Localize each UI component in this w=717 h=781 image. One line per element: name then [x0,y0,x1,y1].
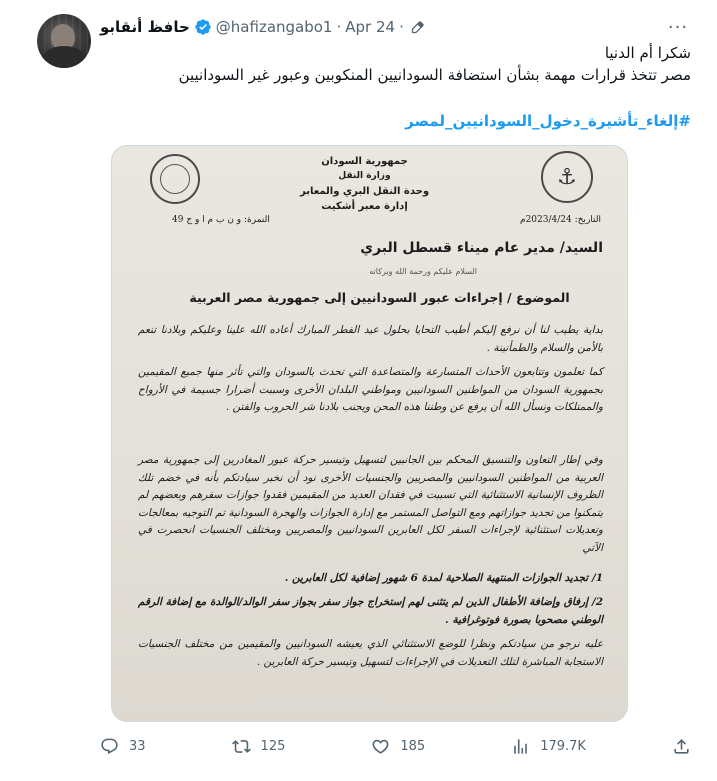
tweet-actions-bar [100,734,691,758]
views-count: 179.7K [540,738,586,754]
separator-dot: · [336,18,342,36]
author-handle[interactable]: @hafizangabo1 [215,18,333,36]
document-list-item: 1/ تجديد الجوازات المنتهية الصلاحية لمدة 6 شهور إضافية لكل العابرين . [284,572,603,584]
document-list-item: 2/ إرفاق وإضافة الأطفال الذين لم يتثنى لهم إستخراج جواز سفر بجواز سفر الوالد/الوالدة مع إضافة الرقم الوطني مصحوبا بصورة فوتوغرافية . [138,596,603,626]
heart-icon [371,737,390,756]
retweet-button[interactable] [232,737,286,756]
reply-icon [100,737,119,756]
document-addressee: السيد/ مدير عام ميناء قسطل البري [360,240,603,256]
document-greeting: السلام عليكم ورحمة الله وبركاته [369,267,477,276]
more-options-icon[interactable]: ··· [667,16,689,38]
document-date: التاريخ: 2023/4/24م [520,215,601,225]
share-icon [672,737,691,756]
letterhead-line: وحدة النقل البري والمعابر [299,186,430,197]
retweet-count: 125 [260,738,286,754]
retweet-icon [232,737,251,756]
letterhead-line: جمهورية السودان [321,156,408,167]
ministry-seal-logo [150,154,200,204]
like-count: 185 [400,738,426,754]
like-button[interactable] [371,737,425,756]
hashtag-link[interactable]: #إلغاء_تأشيرة_دخول_السودانيين_لمصر [405,112,691,130]
separator-dot-2: · [399,18,404,36]
avatar[interactable] [37,14,91,68]
author-name[interactable]: حافظ أنقابو [100,18,190,36]
reply-count: 33 [129,738,146,754]
document-paragraph: عليه نرجو من سيادتكم ونظرا للوضع الاستثنائي الذي يعيشه السودانيين والمقيمين من مختلف الجنسيات الاستجابة المباشرة لتلك التعديلات في الإجراءات لتسهيل وتيسير حركة العابرين . [138,638,603,668]
document-subject: الموضوع / إجراءات عبور السودانيين إلى جمهورية مصر العربية [189,290,570,305]
tweet-text-line1: شكرا أم الدنيا [604,44,691,62]
document-paragraph: وفي إطار التعاون والتنسيق المحكم بين الجانبين لتسهيل وتيسير حركة عبور المغادرين إلى جمهورية مصر العربية من المواطنين السودانيين والمصريين والجنسيات الأخرى نود أن نخبر سيادتكم بأنه في خضم تلك الظروف الإنسانية الاستثنائية التي تسببت في فقدان العديد من المقيمين فقدوا جوازات سفرهم وبعضهم لم يتمكنوا من تجديد جوازاتهم ومع التواصل المستمر مع إدارة الجوازات والهجرة السودانية تم التوجيه بمعالجات وتعديلات استثنائية لإجراءات السفر لكل العابرين السودانيين والمصريين ومختلف الجنسيات انحصرت في الآتي [138,454,603,554]
letterhead-line: وزارة النقل [338,171,391,181]
letterhead-line: إدارة معبر أشكيت [321,201,408,212]
views-chart-icon [511,737,530,756]
reply-button[interactable] [100,737,146,756]
views-button[interactable] [511,737,586,756]
edited-pencil-icon[interactable] [410,20,425,35]
document-photo [112,146,627,721]
verified-badge-icon [194,18,212,36]
tweet-header [100,14,691,42]
tweet-media-image[interactable] [111,145,628,722]
share-button[interactable] [672,737,691,756]
document-reference: النمرة: و ن ب م ا و ج 49 [172,215,270,225]
tweet-date[interactable]: Apr 24 [345,18,396,36]
document-paragraph: كما تعلمون وتتابعون الأحداث المتسارعة والمتصاعدة التي تحدث بالسودان والتي تأثر منها جميع المقيمين بجمهورية السودان من المواطنين السودانيين ومواطني البلدان الأخرى وسببت أضرارا جسيمة في الأرواح والممتلكات ونسأل الله أن يرفع عن وطننا هذه المحن ويجنب بلادنا شر الحروب والفتن . [138,366,603,413]
document-paragraph: بداية يطيب لنا أن نرفع إليكم أطيب التحايا بحلول عيد الفطر المبارك أعاده الله علينا وعليكم وبلادنا تنعم بالأمن والسلام والطمأنينة . [138,324,603,354]
document-letterhead [262,154,467,214]
anchor-emblem-logo: ⚓ [541,151,593,203]
tweet-text-line2: مصر تتخذ قرارات مهمة بشأن استضافة السودانيين المنكوبين وعبور غير السودانيين [178,66,691,84]
